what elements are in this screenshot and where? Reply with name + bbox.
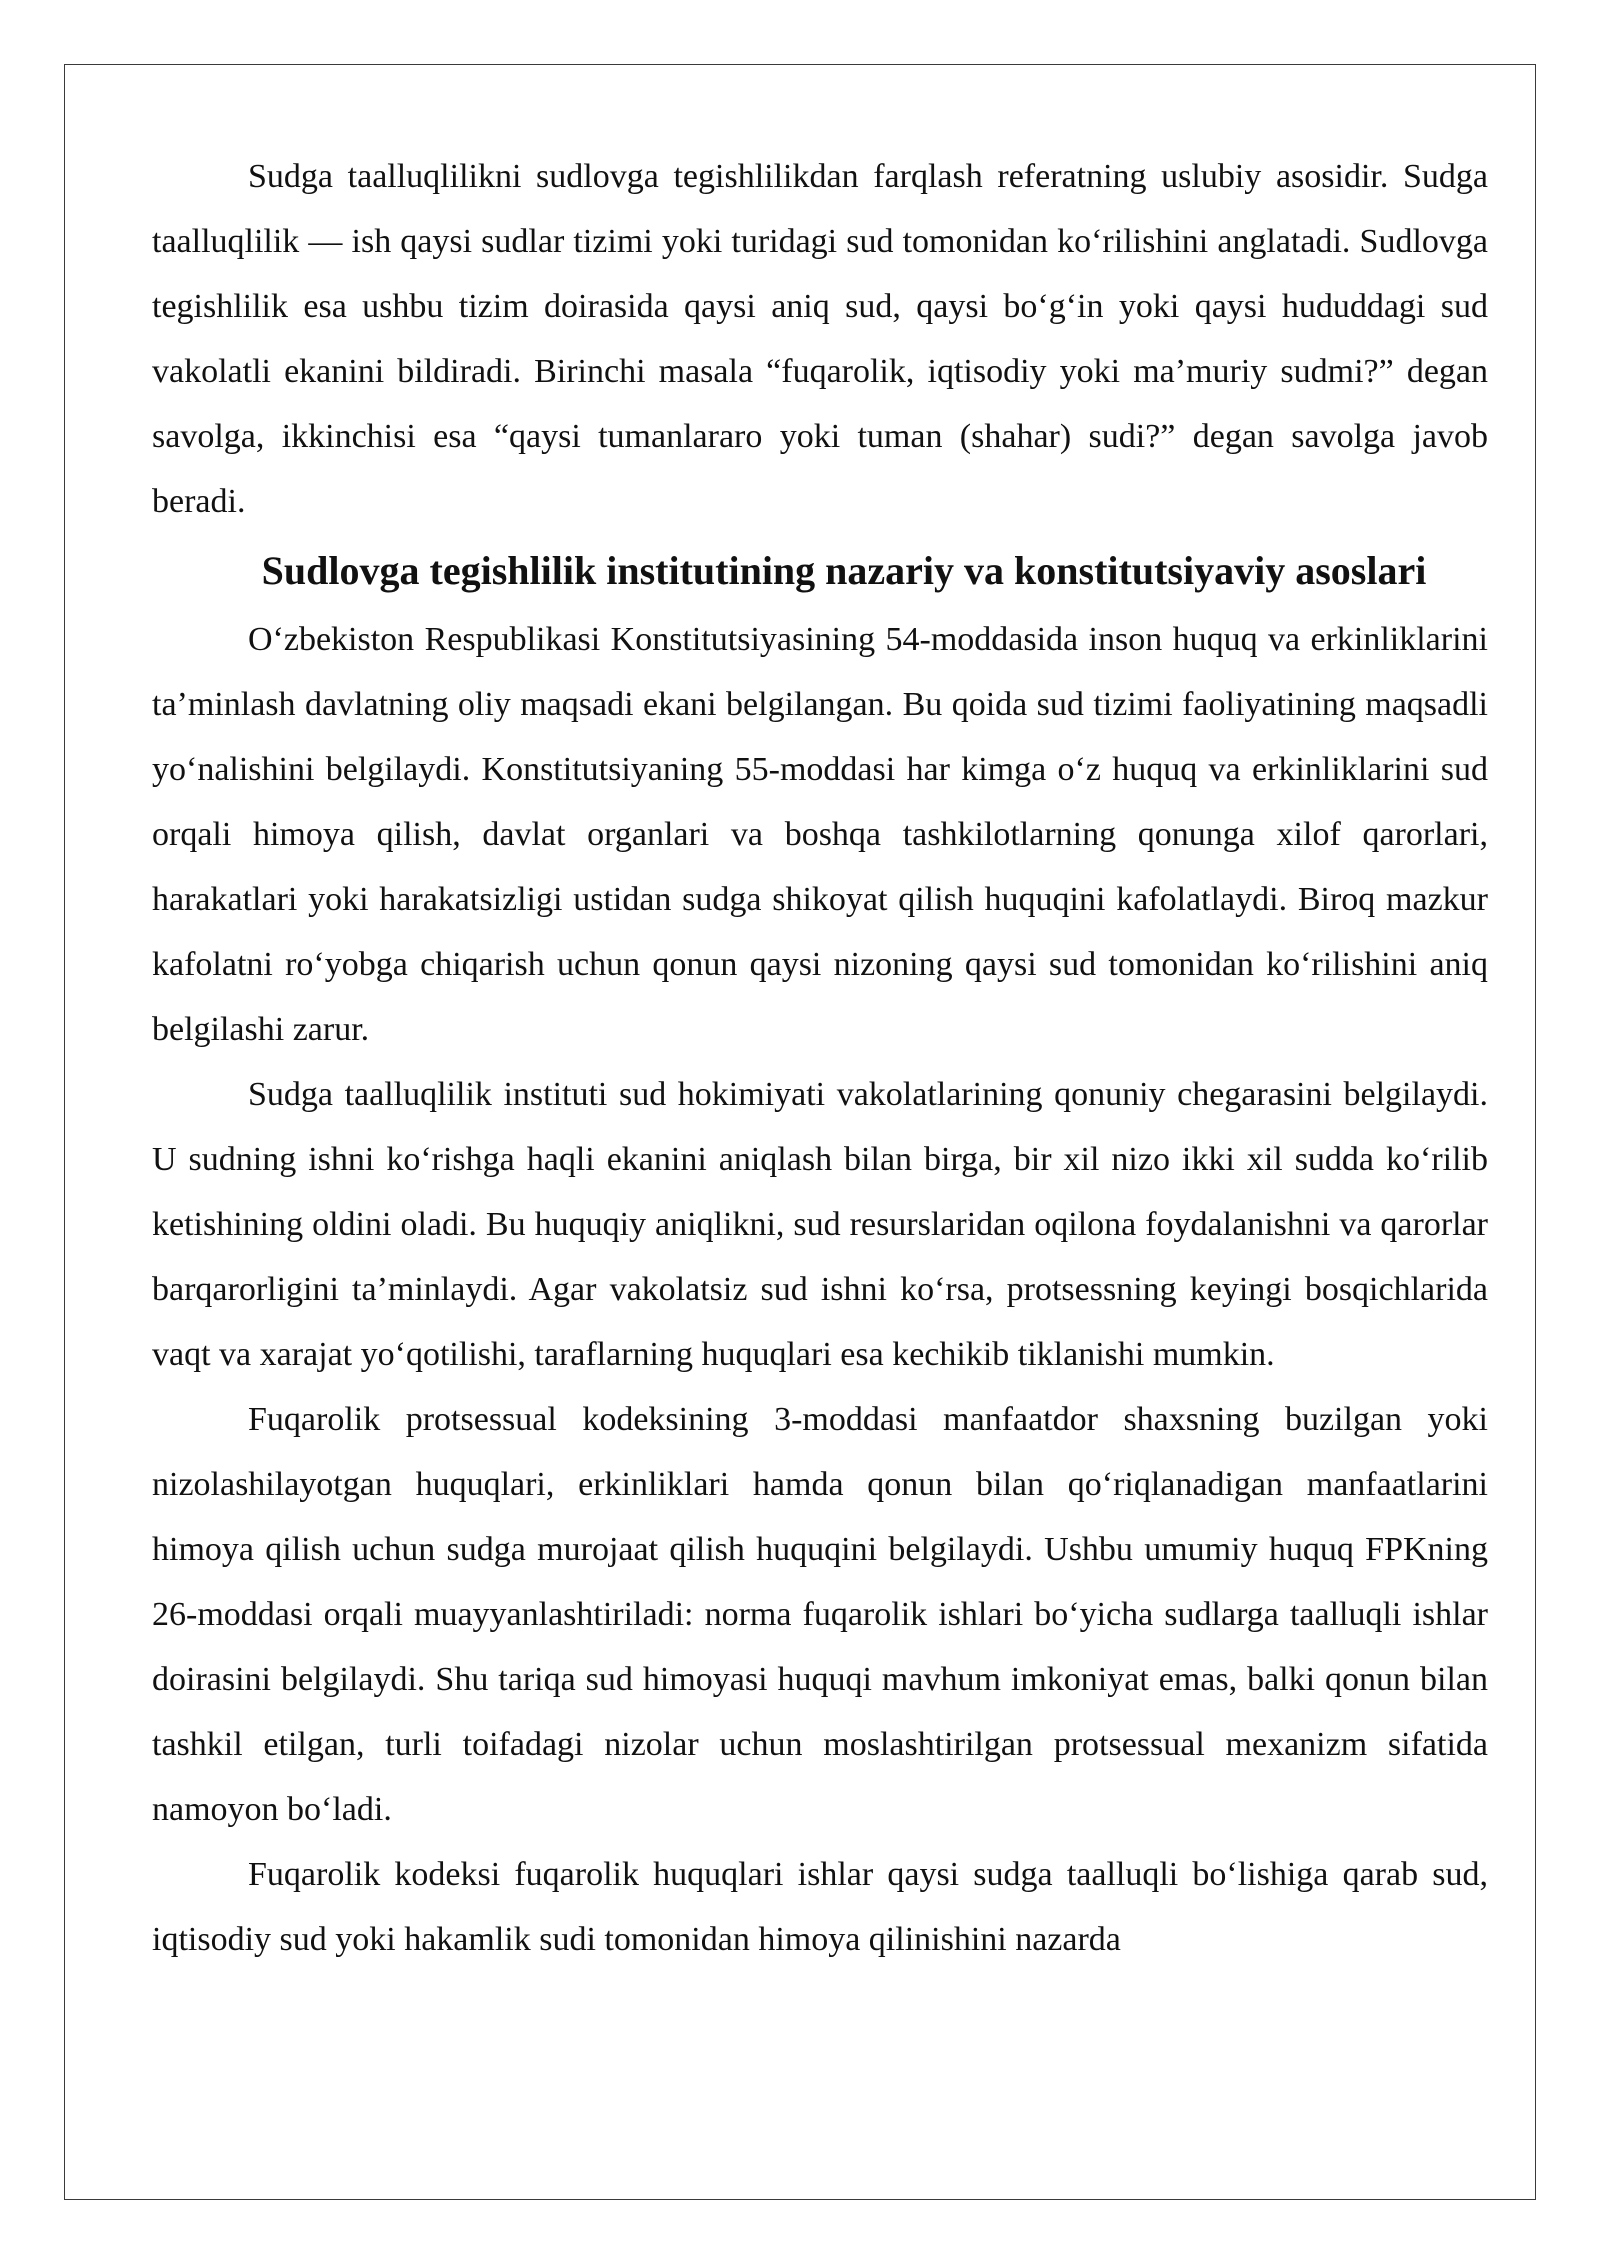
paragraph-constitution: O‘zbekiston Respublikasi Konstitutsiyasining 54-moddasida inson huquq va erkinliklarini ta’minlash davlatning oliy maqsadi ekani belgilangan. Bu qoida sud tizimi faoliyatining maqsadli yo‘nalishini belgilaydi. Konstitutsiyaning 55-moddasi har kimga o‘z huquq va erkinliklarini sud orqali himoya qilish, davlat organlari va boshqa tashkilotlarning qonunga xilof qarorlari, harakatlari yoki harakatsizligi ustidan sudga shikoyat qilish huquqini kafolatlaydi. Biroq mazkur kafolatni ro‘yobga chiqarish uchun qonun qaysi nizoning qaysi sud tomonidan ko‘rilishini aniq belgilashi zarur. <box>152 621 1488 1048</box>
paragraph-intro: Sudga taalluqlilikni sudlovga tegishlilikdan farqlash referatning uslubiy asosidir. Sudga taalluqlilik — ish qaysi sudlar tizimi yoki turidagi sud tomonidan ko‘rilishini anglatadi. Sudlovga tegishlilik esa ushbu tizim doirasida qaysi aniq sud, qaysi bo‘g‘in yoki qaysi hududdagi sud vakolatli ekanini bildiradi. Birinchi masala “fuqarolik, iqtisodiy yoki ma’muriy sudmi?” degan savolga, ikkinchisi esa “qaysi tumanlararo yoki tuman (shahar) sudi?” degan savolga javob beradi. <box>152 158 1488 520</box>
section-heading: Sudlovga tegishlilik institutining nazariy va konstitutsiyaviy asoslari <box>261 548 1427 593</box>
paragraph-civil-code: Fuqarolik kodeksi fuqarolik huquqlari ishlar qaysi sudga taalluqli bo‘lishiga qarab sud, iqtisodiy sud yoki hakamlik sudi tomonidan himoya qilinishini nazarda <box>152 1856 1488 1958</box>
document-body <box>152 144 1488 1972</box>
paragraph-civil-procedure-code: Fuqarolik protsessual kodeksining 3-moddasi manfaatdor shaxsning buzilgan yoki nizolashilayotgan huquqlari, erkinliklari hamda qonun bilan qo‘riqlanadigan manfaatlarini himoya qilish uchun sudga murojaat qilish huquqini belgilaydi. Ushbu umumiy huquq FPKning 26-moddasi orqali muayyanlashtiriladi: norma fuqarolik ishlari bo‘yicha sudlarga taalluqli ishlar doirasini belgilaydi. Shu tariqa sud himoyasi huquqi mavhum imkoniyat emas, balki qonun bilan tashkil etilgan, turli toifadagi nizolar uchun moslashtirilgan protsessual mexanizm sifatida namoyon bo‘ladi. <box>152 1401 1488 1828</box>
paragraph-jurisdiction-institute: Sudga taalluqlilik instituti sud hokimiyati vakolatlarining qonuniy chegarasini belgilaydi. U sudning ishni ko‘rishga haqli ekanini aniqlash bilan birga, bir xil nizo ikki xil sudda ko‘rilib ketishining oldini oladi. Bu huquqiy aniqlikni, sud resurslaridan oqilona foydalanishni va qarorlar barqarorligini ta’minlaydi. Agar vakolatsiz sud ishni ko‘rsa, protsessning keyingi bosqichlarida vaqt va xarajat yo‘qotilishi, taraflarning huquqlari esa kechikib tiklanishi mumkin. <box>152 1076 1488 1373</box>
